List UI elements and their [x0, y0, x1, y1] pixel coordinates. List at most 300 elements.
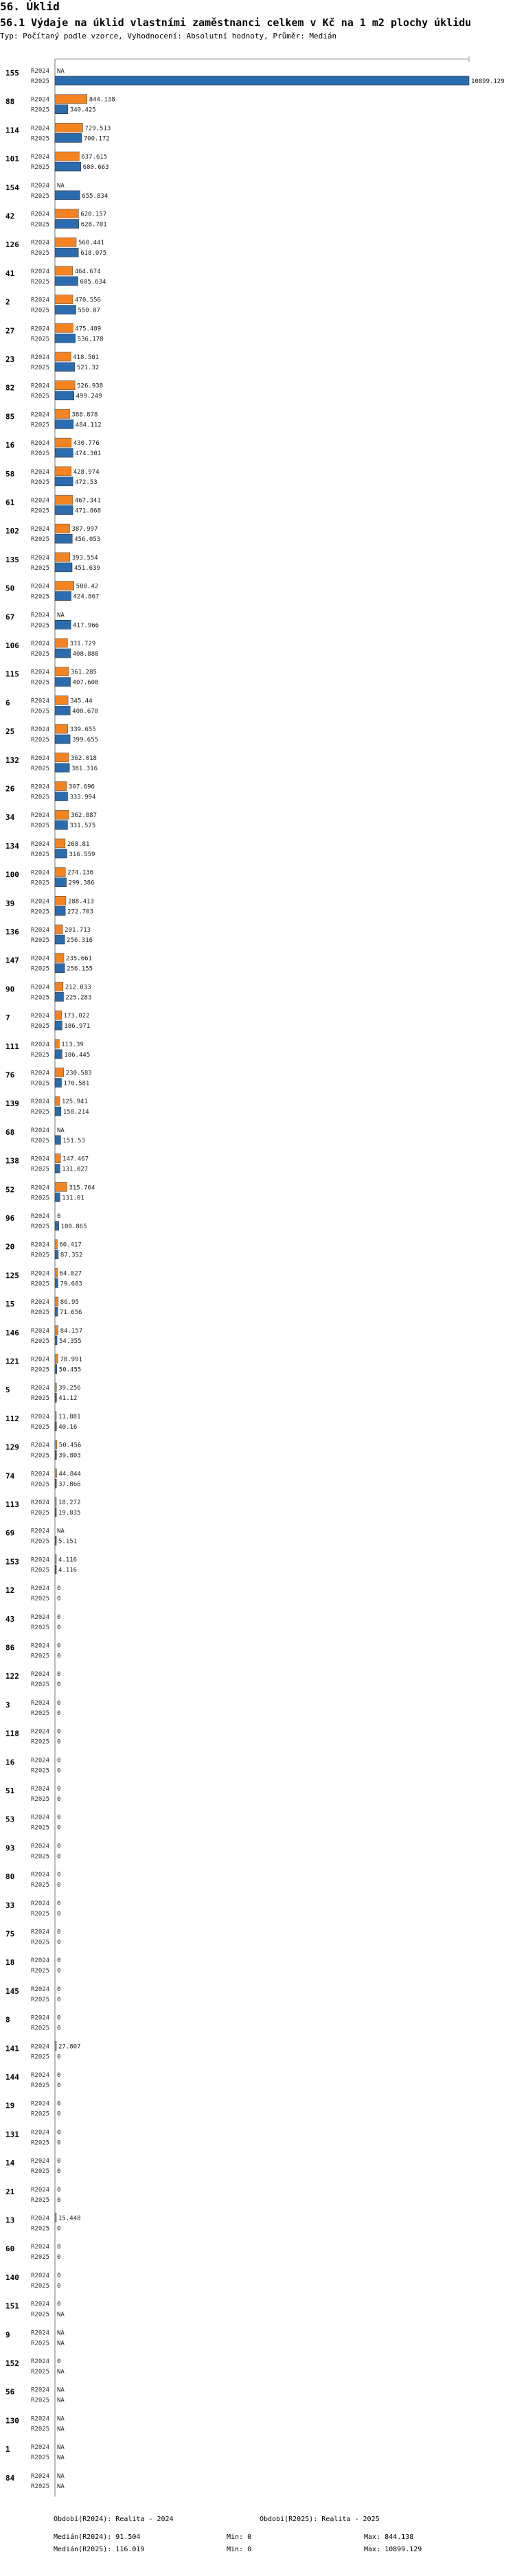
value-label-2025: 471.868	[75, 507, 102, 515]
bar-2024	[55, 323, 73, 332]
series-label-2025: R2025	[31, 1853, 50, 1861]
value-label-2025: 131.027	[62, 1166, 89, 1173]
bar-2025	[55, 1250, 58, 1259]
bar-2024	[55, 639, 67, 647]
series-label-2024: R2024	[31, 2415, 50, 2423]
value-label-2025: 256.316	[67, 937, 93, 944]
series-label-2025: R2025	[31, 1481, 50, 1488]
value-label-2025: 4.116	[58, 1567, 78, 1574]
series-label-2025: R2025	[31, 908, 50, 916]
series-label-2025: R2025	[31, 1882, 50, 1889]
series-label-2024: R2024	[31, 812, 50, 820]
series-label-2025: R2025	[31, 1510, 50, 1517]
bar-2025	[55, 1307, 58, 1316]
category-label: 145	[5, 1986, 19, 1996]
bar-2024	[55, 1011, 62, 1020]
series-label-2024: R2024	[31, 1843, 50, 1850]
series-label-2024: R2024	[31, 1155, 50, 1163]
value-label-2024: 620.157	[80, 211, 107, 218]
value-label-2024: 362.018	[71, 755, 97, 762]
value-label-2024: 430.776	[73, 440, 100, 448]
category-label: 74	[5, 1471, 15, 1481]
category-label: 84	[5, 2473, 15, 2483]
category-label: 146	[5, 1328, 19, 1337]
category-label: 140	[5, 2273, 19, 2282]
series-label-2024: R2024	[31, 1814, 50, 1821]
value-label-2025: 100.865	[60, 1223, 87, 1230]
value-label-2024: 729.513	[84, 125, 111, 133]
series-label-2024: R2024	[31, 1642, 50, 1650]
value-label-2024: 393.554	[71, 554, 98, 562]
value-label-2025: 0	[57, 2282, 61, 2290]
series-label-2025: R2025	[31, 1767, 50, 1775]
category-label: 152	[5, 2359, 19, 2368]
bar-2025	[55, 1136, 60, 1145]
series-label-2025: R2025	[31, 2082, 50, 2089]
value-label-2024: NA	[57, 182, 65, 189]
value-label-2025: 316.559	[69, 851, 95, 858]
value-label-2024: 84.157	[60, 1327, 83, 1335]
series-label-2025: R2025	[31, 737, 50, 744]
category-label: 90	[5, 985, 15, 994]
bar-2025	[55, 477, 73, 486]
period-2025: Období(R2025): Realita - 2025	[260, 2516, 380, 2523]
series-label-2024: R2024	[31, 1986, 50, 1993]
bar-2024	[55, 2213, 56, 2222]
category-label: 132	[5, 755, 19, 765]
series-label-2025: R2025	[31, 365, 50, 371]
value-label-2025: 0	[57, 1996, 61, 2003]
category-label: 102	[5, 527, 19, 536]
category-label: 23	[5, 355, 15, 364]
series-label-2024: R2024	[31, 755, 50, 762]
value-label-2025: 41.12	[58, 1395, 78, 1403]
series-label-2024: R2024	[31, 1900, 50, 1907]
bar-2025	[55, 534, 72, 543]
value-label-2024: 500.42	[76, 583, 99, 590]
value-label-2025: 40.16	[58, 1423, 78, 1431]
value-label-2024: 339.655	[69, 726, 96, 734]
value-label-2024: 212.033	[65, 984, 91, 991]
value-label-2025: 0	[57, 1796, 61, 1803]
series-label-2025: R2025	[31, 1280, 50, 1288]
value-label-2024: 18.272	[58, 1499, 81, 1506]
series-label-2024: R2024	[31, 1299, 50, 1307]
value-label-2024: 315.764	[69, 1184, 95, 1192]
series-label-2025: R2025	[31, 823, 50, 830]
series-label-2024: R2024	[31, 2472, 50, 2480]
series-label-2024: R2024	[31, 2358, 50, 2365]
series-label-2024: R2024	[31, 1127, 50, 1134]
category-label: 61	[5, 498, 15, 507]
value-label-2025: 408.888	[72, 651, 99, 658]
median-2025: Medián(R2025): 116.019	[54, 2546, 145, 2553]
value-label-2024: 475.489	[75, 325, 102, 333]
series-label-2025: R2025	[31, 1653, 50, 1660]
series-label-2024: R2024	[31, 2272, 50, 2279]
value-label-2025: 71.656	[59, 1309, 82, 1317]
series-label-2024: R2024	[31, 669, 50, 676]
value-label-2024: 173.022	[63, 1013, 90, 1020]
bar-2024	[55, 1383, 56, 1392]
category-label: 7	[5, 1013, 10, 1023]
value-label-2025: 151.53	[62, 1137, 85, 1145]
series-label-2024: R2024	[31, 1929, 50, 1936]
value-label-2025: 0	[57, 2139, 61, 2147]
bar-2025	[55, 162, 81, 171]
series-label-2025: R2025	[31, 1252, 50, 1259]
category-label: 6	[5, 698, 10, 708]
series-label-2024: R2024	[31, 440, 50, 448]
bar-2025	[55, 706, 70, 715]
value-label-2024: 0	[57, 1728, 61, 1736]
value-label-2024: NA	[57, 2444, 65, 2452]
bar-2025	[55, 878, 67, 887]
category-label: 100	[5, 870, 19, 879]
value-label-2024: 467.341	[74, 497, 101, 505]
value-label-2025: 605.634	[80, 278, 106, 286]
series-label-2025: R2025	[31, 1824, 50, 1832]
value-label-2025: 0	[57, 2225, 61, 2233]
value-label-2025: 700.172	[83, 135, 110, 143]
value-label-2024: 235.661	[66, 955, 92, 963]
bar-2024	[55, 1240, 57, 1249]
category-label: 51	[5, 1786, 15, 1795]
bar-2024	[55, 1469, 56, 1477]
series-label-2024: R2024	[31, 1327, 50, 1335]
value-label-2025: 0	[57, 2196, 61, 2204]
category-label: 141	[5, 2044, 19, 2054]
series-label-2024: R2024	[31, 211, 50, 218]
category-label: 139	[5, 1099, 19, 1109]
series-label-2025: R2025	[31, 1968, 50, 1975]
series-label-2025: R2025	[31, 78, 50, 85]
series-label-2024: R2024	[31, 2129, 50, 2137]
value-label-2024: 0	[57, 2014, 61, 2022]
value-label-2024: 0	[57, 1671, 61, 1679]
category-label: 134	[5, 841, 19, 851]
series-label-2024: R2024	[31, 2043, 50, 2051]
bar-2024	[55, 1297, 58, 1306]
series-label-2025: R2025	[31, 1423, 50, 1431]
category-label: 39	[5, 899, 15, 908]
value-label-2024: NA	[57, 2415, 65, 2423]
category-label: 33	[5, 1900, 15, 1910]
series-label-2024: R2024	[31, 2387, 50, 2394]
value-label-2024: 0	[57, 2272, 61, 2279]
category-label: 26	[5, 784, 15, 794]
value-label-2024: 11.881	[58, 1413, 81, 1421]
category-label: 13	[5, 2216, 15, 2225]
series-label-2024: R2024	[31, 1385, 50, 1392]
value-label-2025: 0	[57, 1767, 61, 1775]
series-label-2025: R2025	[31, 1452, 50, 1460]
series-label-2025: R2025	[31, 2254, 50, 2262]
series-label-2025: R2025	[31, 622, 50, 630]
series-label-2024: R2024	[31, 1070, 50, 1077]
bar-2025	[55, 649, 71, 658]
series-label-2025: R2025	[31, 422, 50, 429]
value-label-2024: NA	[57, 2472, 65, 2480]
series-label-2024: R2024	[31, 297, 50, 304]
value-label-2025: 10899.129	[471, 78, 505, 85]
category-label: 151	[5, 2301, 19, 2311]
value-label-2025: 79.683	[60, 1280, 82, 1288]
value-label-2024: 428.974	[73, 468, 100, 476]
bar-2025	[55, 277, 78, 286]
series-label-2024: R2024	[31, 2186, 50, 2194]
series-label-2024: R2024	[31, 182, 50, 189]
value-label-2024: 418.501	[73, 354, 100, 361]
series-label-2025: R2025	[31, 1195, 50, 1202]
category-label: 53	[5, 1815, 15, 1824]
bar-2024	[55, 467, 71, 476]
series-label-2024: R2024	[31, 1757, 50, 1764]
series-label-2024: R2024	[31, 612, 50, 619]
category-label: 88	[5, 97, 15, 106]
series-label-2025: R2025	[31, 2168, 50, 2176]
bar-2025	[55, 1365, 57, 1374]
value-label-2024: 230.583	[65, 1070, 92, 1077]
bar-2025	[55, 248, 78, 257]
value-label-2024: NA	[57, 1127, 65, 1134]
category-label: 118	[5, 1729, 19, 1738]
bar-2024	[55, 667, 69, 676]
series-label-2025: R2025	[31, 1137, 50, 1145]
bar-2024	[55, 352, 71, 361]
category-label: 25	[5, 727, 15, 737]
bar-2025	[55, 792, 67, 801]
value-label-2025: 484.112	[75, 422, 102, 429]
bar-2024	[55, 1326, 58, 1335]
value-label-2025: 54.355	[59, 1337, 82, 1345]
series-label-2025: R2025	[31, 2282, 50, 2290]
series-label-2025: R2025	[31, 221, 50, 229]
series-label-2024: R2024	[31, 1413, 50, 1421]
series-label-2025: R2025	[31, 2483, 50, 2490]
bar-2025	[55, 1050, 62, 1059]
series-label-2025: R2025	[31, 450, 50, 458]
value-label-2025: 499.249	[76, 393, 102, 400]
bar-2024	[55, 1554, 56, 1563]
value-label-2025: 333.994	[69, 794, 96, 801]
value-label-2025: NA	[57, 2311, 65, 2319]
category-label: 130	[5, 2416, 19, 2426]
value-label-2025: 0	[57, 1939, 61, 1946]
value-label-2024: 86.95	[60, 1299, 79, 1307]
series-label-2025: R2025	[31, 1223, 50, 1230]
series-label-2024: R2024	[31, 1442, 50, 1449]
value-label-2024: 0	[57, 1900, 61, 1907]
value-label-2025: NA	[57, 2426, 65, 2433]
series-label-2024: R2024	[31, 984, 50, 991]
bar-2025	[55, 1193, 60, 1201]
value-label-2025: 381.316	[71, 765, 98, 772]
series-label-2025: R2025	[31, 851, 50, 858]
category-label: 69	[5, 1528, 15, 1538]
bar-2024	[55, 438, 71, 447]
bar-2025	[55, 1451, 56, 1460]
series-label-2025: R2025	[31, 1996, 50, 2003]
bar-2024	[55, 1412, 56, 1421]
bar-2024	[55, 1440, 57, 1449]
series-label-2025: R2025	[31, 1309, 50, 1317]
bar-2025	[55, 763, 69, 772]
max-2024: Max: 844.138	[364, 2533, 414, 2541]
category-label: 52	[5, 1185, 15, 1195]
category-label: 121	[5, 1357, 19, 1366]
series-label-2024: R2024	[31, 1728, 50, 1736]
value-label-2024: 288.413	[67, 898, 94, 906]
category-label: 153	[5, 1557, 19, 1567]
series-label-2024: R2024	[31, 411, 50, 419]
value-label-2024: 0	[57, 1872, 61, 1879]
value-label-2024: NA	[57, 2330, 65, 2337]
series-label-2024: R2024	[31, 1013, 50, 1020]
value-label-2025: 0	[57, 2054, 61, 2061]
series-label-2025: R2025	[31, 937, 50, 944]
value-label-2025: 0	[57, 1882, 61, 1889]
series-label-2025: R2025	[31, 2054, 50, 2061]
value-label-2024: 64.027	[59, 1270, 82, 1278]
bar-2024	[55, 95, 87, 104]
value-label-2025: 536.178	[77, 336, 104, 343]
value-label-2025: 456.053	[74, 536, 101, 544]
value-label-2024: NA	[57, 612, 65, 619]
series-label-2025: R2025	[31, 135, 50, 143]
bar-2024	[55, 2041, 56, 2050]
value-label-2024: 0	[57, 1986, 61, 1993]
value-label-2025: 331.575	[69, 823, 96, 830]
series-label-2025: R2025	[31, 1051, 50, 1059]
category-label: 50	[5, 584, 15, 593]
bar-2025	[55, 191, 80, 200]
series-label-2024: R2024	[31, 927, 50, 934]
bar-2024	[55, 209, 78, 218]
value-label-2025: 399.655	[72, 737, 99, 744]
category-label: 115	[5, 669, 19, 679]
value-label-2024: 0	[57, 1757, 61, 1764]
value-label-2024: 0	[57, 2100, 61, 2108]
series-label-2025: R2025	[31, 2397, 50, 2404]
bar-2025	[55, 306, 76, 314]
value-label-2024: 274.136	[67, 869, 94, 877]
series-label-2025: R2025	[31, 1023, 50, 1031]
value-label-2025: 628.701	[80, 221, 107, 229]
category-label: 19	[5, 2101, 15, 2111]
value-label-2025: 0	[57, 1968, 61, 1975]
value-label-2025: 0	[57, 1738, 61, 1746]
bar-2024	[55, 496, 73, 505]
value-label-2024: NA	[57, 68, 65, 75]
category-label: 16	[5, 441, 15, 450]
series-label-2024: R2024	[31, 1671, 50, 1679]
series-label-2024: R2024	[31, 1471, 50, 1478]
category-label: 27	[5, 326, 15, 336]
series-label-2025: R2025	[31, 164, 50, 172]
value-label-2024: 201.713	[65, 927, 91, 934]
value-label-2025: 37.866	[58, 1481, 81, 1488]
series-label-2025: R2025	[31, 507, 50, 515]
series-label-2024: R2024	[31, 1270, 50, 1278]
value-label-2025: 87.352	[60, 1252, 83, 1259]
value-label-2025: 5.151	[58, 1538, 78, 1545]
bar-2025	[55, 1537, 56, 1545]
series-label-2024: R2024	[31, 955, 50, 963]
category-label: 67	[5, 612, 15, 622]
series-label-2025: R2025	[31, 2311, 50, 2319]
bar-2025	[55, 391, 74, 400]
series-label-2025: R2025	[31, 1366, 50, 1374]
value-label-2024: 470.556	[75, 297, 101, 304]
bar-2024	[55, 381, 75, 390]
category-label: 147	[5, 956, 19, 965]
series-label-2025: R2025	[31, 2426, 50, 2433]
bar-2025	[55, 363, 75, 371]
series-label-2025: R2025	[31, 1109, 50, 1116]
series-label-2024: R2024	[31, 1499, 50, 1506]
bar-2025	[55, 563, 72, 572]
value-label-2024: 361.285	[70, 669, 97, 676]
series-label-2025: R2025	[31, 1567, 50, 1574]
value-label-2025: 0	[57, 1910, 61, 1918]
bar-2024	[55, 238, 76, 246]
value-label-2024: 50.456	[58, 1442, 82, 1449]
value-label-2024: 0	[57, 1929, 61, 1936]
series-label-2024: R2024	[31, 898, 50, 906]
bar-2024	[55, 896, 66, 905]
value-label-2025: 400.678	[72, 708, 99, 715]
value-label-2024: 0	[57, 2186, 61, 2194]
value-label-2024: 331.729	[69, 641, 96, 647]
category-label: 8	[5, 2015, 10, 2025]
series-label-2025: R2025	[31, 192, 50, 200]
bar-2024	[55, 753, 69, 762]
series-label-2025: R2025	[31, 250, 50, 257]
value-label-2025: NA	[57, 2483, 65, 2490]
series-label-2025: R2025	[31, 593, 50, 601]
series-label-2024: R2024	[31, 268, 50, 275]
bar-2025	[55, 592, 71, 601]
series-label-2024: R2024	[31, 1041, 50, 1048]
value-label-2024: 15.448	[58, 2215, 81, 2222]
value-label-2024: 345.44	[70, 698, 93, 705]
series-label-2024: R2024	[31, 382, 50, 390]
category-label: 144	[5, 2073, 19, 2082]
value-label-2024: NA	[57, 2387, 65, 2394]
bar-2024	[55, 954, 64, 963]
category-label: 18	[5, 1958, 15, 1968]
bar-2024	[55, 925, 62, 934]
series-label-2024: R2024	[31, 2444, 50, 2452]
series-label-2024: R2024	[31, 1613, 50, 1621]
category-label: 34	[5, 813, 15, 823]
bar-2025	[55, 448, 73, 457]
series-label-2025: R2025	[31, 1395, 50, 1403]
value-label-2025: NA	[57, 2369, 65, 2376]
category-label: 80	[5, 1872, 15, 1882]
value-label-2024: 0	[57, 1814, 61, 1821]
value-label-2024: 147.467	[62, 1155, 89, 1163]
value-label-2024: 0	[57, 1843, 61, 1850]
series-label-2025: R2025	[31, 1337, 50, 1345]
category-label: 16	[5, 1758, 15, 1767]
min-2025: Min: 0	[227, 2546, 252, 2553]
series-label-2024: R2024	[31, 354, 50, 361]
bar-2025	[55, 76, 469, 85]
series-label-2024: R2024	[31, 1528, 50, 1535]
category-label: 101	[5, 154, 19, 164]
